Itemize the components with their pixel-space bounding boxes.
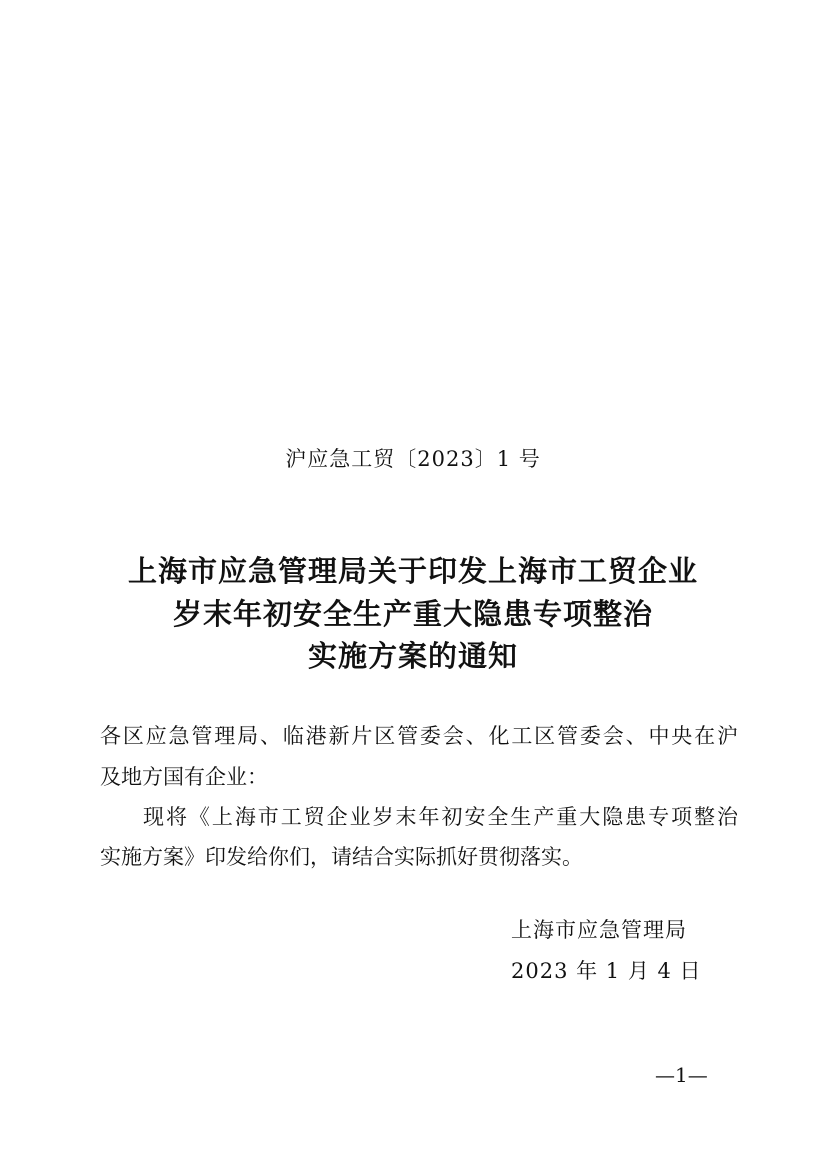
body-line-2: 实施方案》印发给你们，请结合实际抓好贯彻落实。: [100, 845, 583, 869]
title-line-2: 岁末年初安全生产重大隐患专项整治: [172, 597, 653, 631]
addressee-line-2: 及地方国有企业：: [100, 765, 268, 789]
signature-organization: 上海市应急管理局: [511, 918, 687, 942]
title-line-3: 实施方案的通知: [307, 639, 518, 673]
document-number: 沪应急工贸〔2023〕1 号: [285, 447, 541, 471]
addressee-line-1: 各区应急管理局、临港新片区管委会、化工区管委会、中央在沪: [100, 724, 738, 748]
body-line-1: 现将《上海市工贸企业岁末年初安全生产重大隐患专项整治: [143, 805, 738, 829]
signature-date: 2023 年 1 月 4 日: [511, 959, 702, 983]
page-number: —1—: [655, 1063, 708, 1087]
title-line-1: 上海市应急管理局关于印发上海市工贸企业: [127, 554, 698, 588]
